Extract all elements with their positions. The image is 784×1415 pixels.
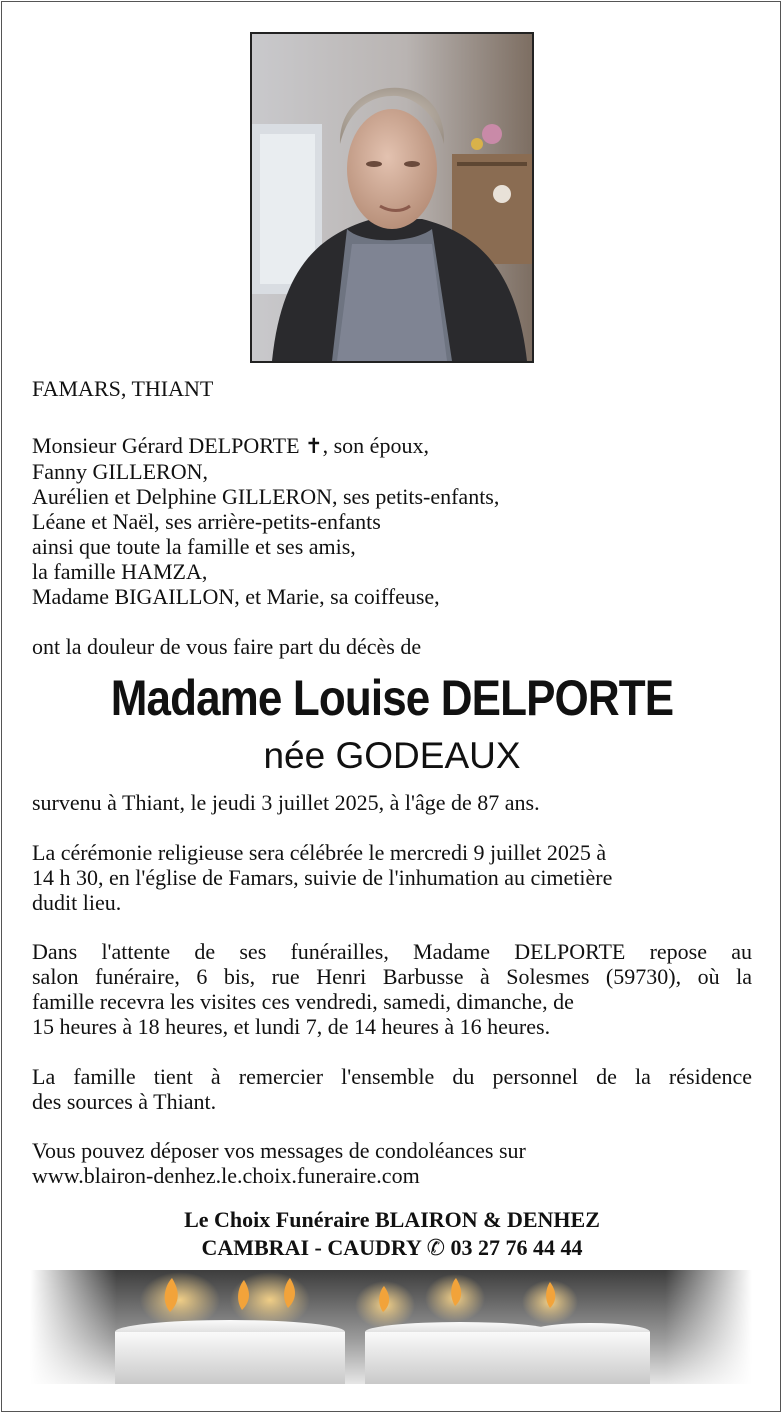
- family-line: ainsi que toute la famille et ses amis,: [32, 534, 356, 559]
- ceremony-line: dudit lieu.: [32, 890, 122, 915]
- family-line: Fanny GILLERON,: [32, 459, 208, 484]
- family-line: la famille HAMZA,: [32, 559, 208, 584]
- thanks-line: La famille tient à remercier l'ensemble du personnel de la résidence: [32, 1064, 752, 1089]
- deceased-name: Madame Louise DELPORTE: [110, 670, 674, 726]
- funeral-home-contact: [0, 1233, 784, 1264]
- ceremony-line: 14 h 30, en l'église de Famars, suivie de l'inhumation au cimetière: [32, 865, 613, 890]
- funeral-home-cities: CAMBRAI - CAUDRY: [201, 1235, 422, 1260]
- locations: FAMARS, THIANT: [32, 376, 214, 401]
- condolences-line: Vous pouvez déposer vos messages de condoléances sur: [32, 1138, 526, 1163]
- cross-icon: ✝: [305, 434, 323, 458]
- death-line: survenu à Thiant, le jeudi 3 juillet 2025, à l'âge de 87 ans.: [32, 790, 540, 815]
- thanks-line: des sources à Thiant.: [32, 1089, 217, 1114]
- family-spouse-line: Monsieur Gérard DELPORTE ✝, son époux,: [32, 433, 429, 458]
- family-line: Aurélien et Delphine GILLERON, ses petits-enfants,: [32, 484, 500, 509]
- family-line: Madame BIGAILLON, et Marie, sa coiffeuse,: [32, 584, 440, 609]
- visits-line: Dans l'attente de ses funérailles, Madame DELPORTE repose au: [32, 939, 752, 964]
- visits-line: famille recevra les visites ces vendredi, samedi, dimanche, de: [32, 989, 574, 1014]
- portrait-photo: [250, 32, 534, 363]
- ceremony-line: La cérémonie religieuse sera célébrée le mercredi 9 juillet 2025 à: [32, 840, 607, 865]
- family-list: [32, 433, 752, 609]
- condolences-paragraph: [32, 1138, 752, 1188]
- condolences-website-link[interactable]: www.blairon-denhez.le.choix.funeraire.com: [32, 1163, 420, 1188]
- birth-name: née GODEAUX: [263, 735, 521, 776]
- thanks-paragraph: [32, 1064, 752, 1114]
- funeral-home-phone[interactable]: 03 27 76 44 44: [450, 1235, 583, 1260]
- visits-paragraph: [32, 939, 752, 1039]
- candles-image: [30, 1270, 752, 1384]
- ceremony-paragraph: [32, 840, 752, 915]
- family-line: Léane et Naël, ses arrière-petits-enfants: [32, 509, 381, 534]
- announcement: ont la douleur de vous faire part du décès de: [32, 634, 422, 659]
- visits-line: salon funéraire, 6 bis, rue Henri Barbusse à Solesmes (59730), où la: [32, 964, 752, 989]
- visits-line: 15 heures à 18 heures, et lundi 7, de 14 heures à 16 heures.: [32, 1014, 551, 1039]
- phone-icon: ✆: [426, 1236, 446, 1261]
- funeral-home-name: Le Choix Funéraire BLAIRON & DENHEZ: [184, 1207, 600, 1232]
